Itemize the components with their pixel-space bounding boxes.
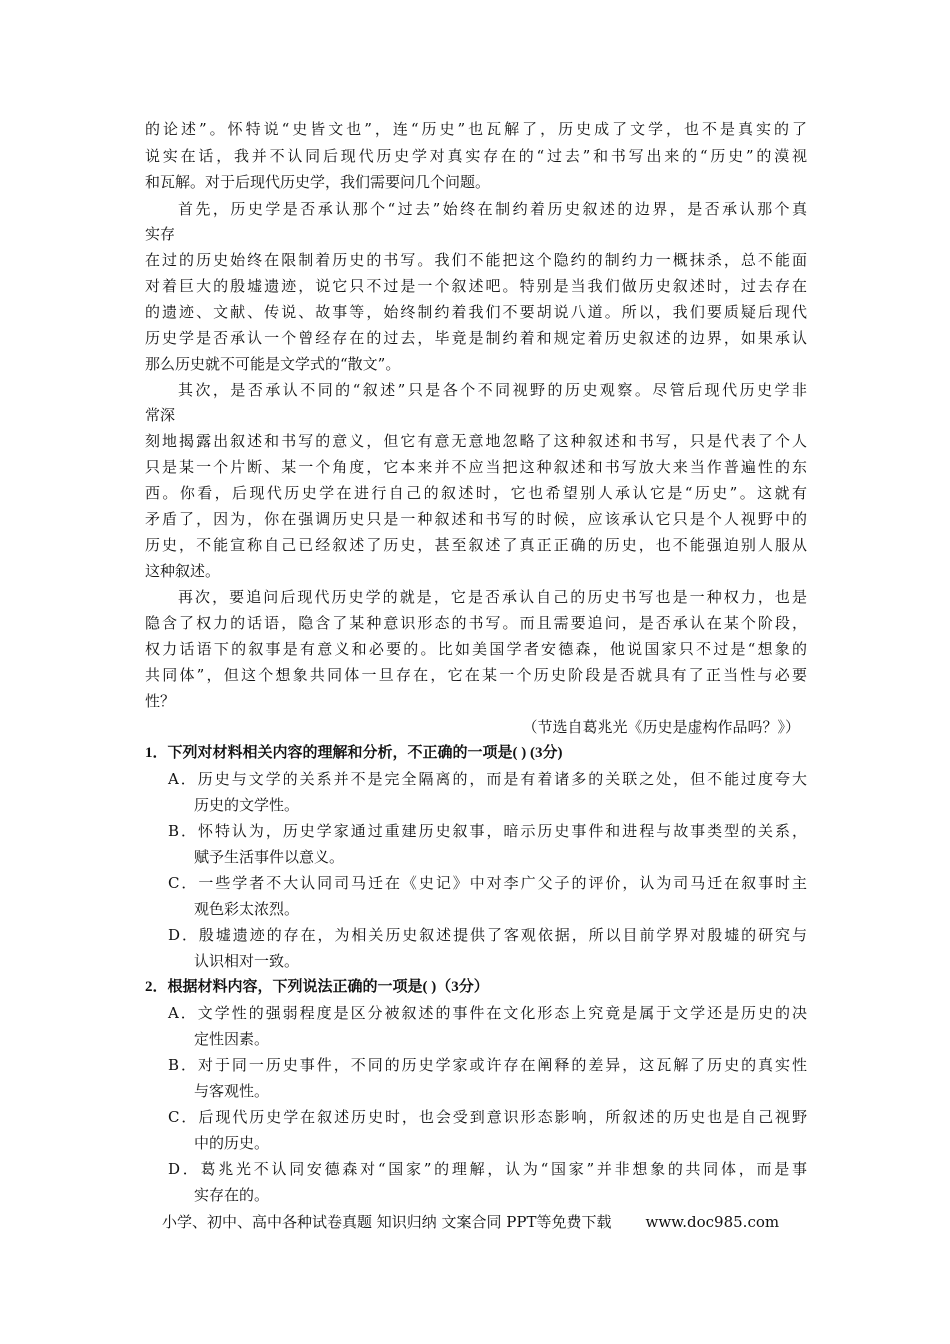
option-c[interactable]: C．一些学者不大认同司马迁在《史记》中对李广父子的评价，认为司马迁在叙事时主 <box>168 874 807 892</box>
passage-line: 隐含了权力的话语，隐含了某种意识形态的书写。而且需要追问，是否承认在某个阶段， <box>145 614 807 632</box>
passage-line: 权力话语下的叙事是有意义和必要的。比如美国学者安德森，他说国家只不过是“想象的 <box>145 640 807 658</box>
option-b-cont: 赋予生活事件以意义。 <box>194 848 345 866</box>
passage-line: 其次，是否承认不同的“叙述”只是各个不同视野的历史观察。尽管后现代历史学非 <box>178 381 807 399</box>
footer-url-link[interactable]: www.doc985.com <box>645 1213 780 1231</box>
passage-line: 常深 <box>145 406 176 424</box>
option-a[interactable]: A．历史与文学的关系并不是完全隔离的，而是有着诸多的关联之处，但不能过度夸大 <box>168 770 807 788</box>
option-a-cont: 历史的文学性。 <box>194 796 300 814</box>
option-a[interactable]: A．文学性的强弱程度是区分被叙述的事件在文化形态上究竟是属于文学还是历史的决 <box>168 1004 807 1022</box>
option-c-cont: 中的历史。 <box>194 1134 270 1152</box>
passage-line: 历史，不能宣称自己已经叙述了历史，甚至叙述了真正正确的历史，也不能强迫别人服从 <box>145 536 807 554</box>
passage-line: 刻地揭露出叙述和书写的意义，但它有意无意地忽略了这种叙述和书写，只是代表了个人 <box>145 432 807 450</box>
passage-line: 西。你看，后现代历史学在进行自己的叙述时，它也希望别人承认它是“历史”。这就有 <box>145 484 807 502</box>
option-a-cont: 定性因素。 <box>194 1030 270 1048</box>
option-d-cont: 认识相对一致。 <box>194 952 300 970</box>
passage-line: 对着巨大的殷墟遗迹，说它只不过是一个叙述吧。特别是当我们做历史叙述时，过去存在 <box>145 277 807 295</box>
option-d[interactable]: D．葛兆光不认同安德森对“国家”的理解，认为“国家”并非想象的共同体，而是事 <box>168 1160 807 1178</box>
option-b[interactable]: B．怀特认为，历史学家通过重建历史叙事，暗示历史事件和进程与故事类型的关系， <box>168 822 807 840</box>
passage-line: 的遗迹、文献、传说、故事等，始终制约着我们不要胡说八道。所以，我们要质疑后现代 <box>145 303 807 321</box>
option-b-cont: 与客观性。 <box>194 1082 270 1100</box>
question-stem: 1．下列对材料相关内容的理解和分析，不正确的一项是( ) (3分) <box>145 745 563 761</box>
option-c-cont: 观色彩太浓烈。 <box>194 900 300 918</box>
option-b[interactable]: B．对于同一历史事件，不同的历史学家或许存在阐释的差异，这瓦解了历史的真实性 <box>168 1056 807 1074</box>
option-d[interactable]: D．殷墟遗迹的存在，为相关历史叙述提供了客观依据，所以目前学界对殷墟的研究与 <box>168 926 807 944</box>
passage-source: （节选自葛兆光《历史是虚构作品吗？》） <box>522 718 800 736</box>
passage-line: 首先，历史学是否承认那个“过去”始终在制约着历史叙述的边界，是否承认那个真 <box>178 200 807 218</box>
option-c[interactable]: C．后现代历史学在叙述历史时，也会受到意识形态影响，所叙述的历史也是自己视野 <box>168 1108 807 1126</box>
passage-line: 只是某一个片断、某一个角度，它本来并不应当把这种叙述和书写放大来当作普遍性的东 <box>145 458 807 476</box>
option-d-cont: 实存在的。 <box>194 1186 270 1204</box>
passage-line: 共同体”，但这个想象共同体一旦存在，它在某一个历史阶段是否就具有了正当性与必要 <box>145 666 807 684</box>
passage-line: 历史学是否承认一个曾经存在的过去，毕竟是制约着和规定着历史叙述的边界，如果承认 <box>145 329 807 347</box>
footer-text: 小学、初中、高中各种试卷真题 知识归纳 文案合同 PPT等免费下载 <box>162 1213 612 1231</box>
question-stem: 2．根据材料内容，下列说法正确的一项是( )（3分） <box>145 979 489 995</box>
passage-line: 说实在话，我并不认同后现代历史学对真实存在的“过去”和书写出来的“历史”的漠视 <box>145 147 807 165</box>
passage-line: 那么历史就不可能是文学式的“散文”。 <box>145 355 401 373</box>
passage-line: 性？ <box>145 692 176 710</box>
passage-line: 矛盾了，因为，你在强调历史只是一种叙述和书写的时候，应该承认它只是个人视野中的 <box>145 510 807 528</box>
page-footer <box>162 1212 779 1232</box>
passage-line: 和瓦解。对于后现代历史学，我们需要问几个问题。 <box>145 173 491 191</box>
passage-line: 在过的历史始终在限制着历史的书写。我们不能把这个隐约的制约力一概抹杀，总不能面 <box>145 251 807 269</box>
passage-line: 实存 <box>145 225 176 243</box>
passage-line: 的论述”。怀特说“史皆文也”，连“历史”也瓦解了，历史成了文学，也不是真实的了 <box>145 120 807 138</box>
passage-line: 这种叙述。 <box>145 562 221 580</box>
passage-line: 再次，要追问后现代历史学的就是，它是否承认自己的历史书写也是一种权力，也是 <box>178 588 807 606</box>
